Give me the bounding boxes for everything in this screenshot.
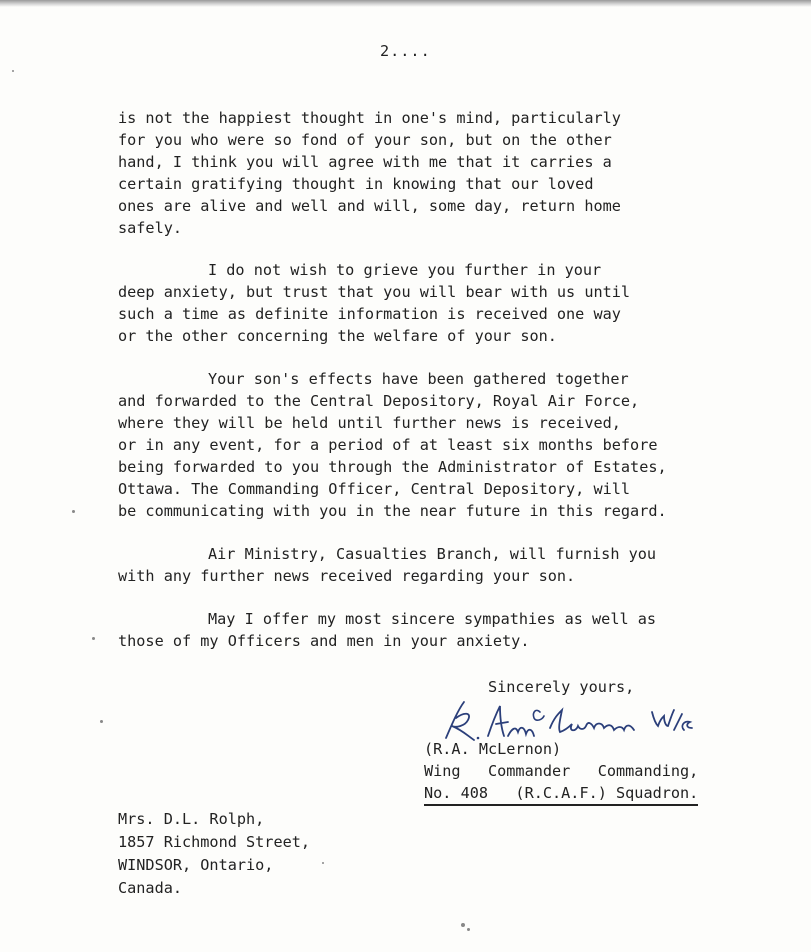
text-line: ones are alive and well and will, some day, return home [118, 197, 621, 215]
text-line: with any further news received regarding your son. [118, 567, 576, 585]
text-line: and forwarded to the Central Depository, Royal Air Force, [118, 392, 640, 410]
text-line: be communicating with you in the near future in this regard. [118, 502, 667, 520]
paragraph-4 [118, 543, 808, 587]
signer-title: Wing Commander Commanding, [424, 762, 699, 780]
scan-speck [461, 923, 465, 927]
text-line: such a time as definite information is received one way [118, 305, 621, 323]
signer-unit: No. 408 (R.C.A.F.) Squadron. [424, 782, 698, 806]
paragraph-2 [118, 259, 808, 347]
scan-speck [12, 70, 14, 72]
scan-speck [322, 862, 324, 864]
recipient-city: WINDSOR, Ontario, [118, 856, 274, 874]
text-line: Your son's effects have been gathered together [208, 370, 629, 388]
text-line: being forwarded to you through the Administrator of Estates, [118, 458, 667, 476]
text-line: certain gratifying thought in knowing that our loved [118, 175, 594, 193]
text-line: those of my Officers and men in your anxiety. [118, 632, 530, 650]
scan-speck [100, 720, 103, 723]
page-number: 2.... [380, 42, 431, 60]
signer-name: (R.A. McLernon) [424, 740, 562, 758]
text-line: or the other concerning the welfare of your son. [118, 327, 557, 345]
text-line: where they will be held until further news is received, [118, 414, 621, 432]
text-line: I do not wish to grieve you further in your [208, 261, 602, 279]
text-line: is not the happiest thought in one's mind, particularly [118, 109, 621, 127]
text-line: safely. [118, 219, 183, 237]
text-line: May I offer my most sincere sympathies as well as [208, 610, 657, 628]
text-line: deep anxiety, but trust that you will bear with us until [118, 283, 631, 301]
text-line: Ottawa. The Commanding Officer, Central Depository, will [118, 480, 631, 498]
scan-speck [467, 928, 470, 931]
text-line: for you who were so fond of your son, but on the other [118, 131, 612, 149]
text-line: hand, I think you will agree with me that it carries a [118, 153, 612, 171]
closing-salutation: Sincerely yours, [488, 678, 635, 696]
paragraph-1 [118, 107, 808, 239]
paragraph-3 [118, 368, 808, 522]
recipient-street: 1857 Richmond Street, [118, 833, 311, 851]
recipient-address [118, 808, 310, 900]
signer-block [424, 738, 698, 806]
text-line: Air Ministry, Casualties Branch, will furnish you [208, 545, 657, 563]
recipient-country: Canada. [118, 879, 183, 897]
paragraph-5 [118, 608, 808, 652]
scan-speck [72, 510, 75, 513]
scan-speck [92, 637, 95, 640]
page-top-edge [0, 0, 811, 7]
text-line: or in any event, for a period of at least six months before [118, 436, 658, 454]
recipient-name: Mrs. D.L. Rolph, [118, 810, 265, 828]
